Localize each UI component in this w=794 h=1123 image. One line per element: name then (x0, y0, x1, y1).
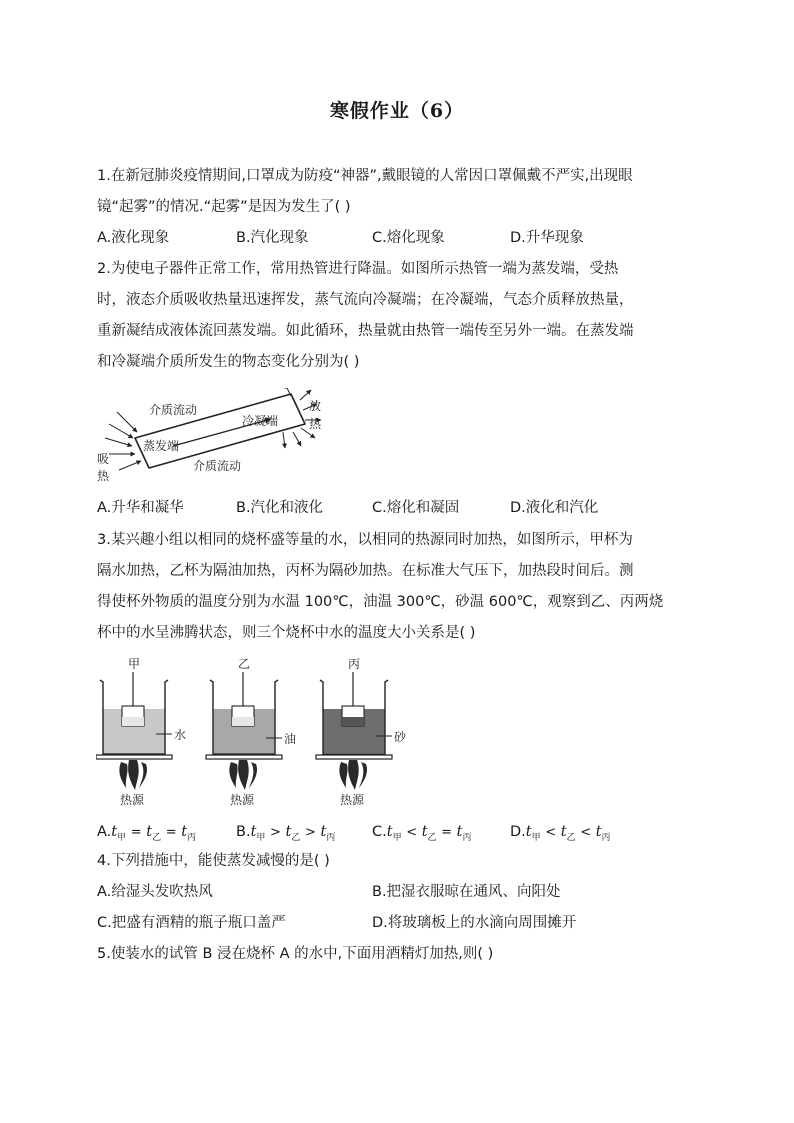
beaker-bing-label: 丙 (348, 657, 361, 671)
q4-option-c: C.把盛有酒精的瓶子瓶口盖严 (97, 915, 286, 931)
evaporator-label: 蒸发端 (143, 439, 180, 453)
page-title: 寒假作业（6） (329, 100, 465, 122)
beaker-bing (316, 657, 407, 807)
q2-option-a: A.升华和凝华 (97, 500, 184, 516)
q1-option-b: B.汽化现象 (236, 230, 309, 246)
beaker-yi (206, 657, 296, 807)
q3-line-1: 3.某兴趣小组以相同的烧杯盛等量的水，以相同的热源同时加热，如图所示，甲杯为 (97, 532, 633, 548)
beakers-diagram (96, 654, 426, 809)
beaker-jia-label: 甲 (128, 657, 141, 671)
q2-option-c: C.熔化和凝固 (372, 500, 460, 516)
beaker-jia-source: 热源 (120, 793, 145, 807)
q1-option-c: C.熔化现象 (372, 230, 445, 246)
q3-line-3: 得使杯外物质的温度分别为水温 100℃，油温 300℃，砂温 600℃，观察到乙、丙两烧 (97, 594, 664, 610)
q1-option-d: D.升华现象 (510, 230, 584, 246)
beaker-yi-label: 乙 (238, 657, 251, 671)
q4-option-a: A.给湿头发吹热风 (97, 884, 213, 900)
q2-line-1: 2.为使电子器件正常工作，常用热管进行降温。如图所示热管一端为蒸发端，受热 (97, 261, 619, 277)
absorb-label-1: 吸 (97, 452, 110, 466)
q2-line-3: 重新凝结成液体流回蒸发端。如此循环，热量就由热管一端传至另外一端。在蒸发端 (97, 323, 634, 339)
absorb-label-2: 热 (97, 469, 110, 483)
beaker-bing-source: 热源 (340, 793, 365, 807)
beaker-yi-medium: 油 (284, 732, 297, 746)
q2-line-4: 和冷凝端介质所发生的物态变化分别为( ) (97, 354, 360, 370)
beaker-yi-source: 热源 (230, 793, 255, 807)
q1-option-a: A.液化现象 (97, 230, 170, 246)
beaker-jia (96, 657, 186, 807)
q2-option-d: D.液化和汽化 (510, 500, 599, 516)
q3-option-b: $B.t_甲 > t_乙 > t_丙$ (236, 824, 336, 843)
q3-option-c: $C.t_甲 < t_乙 = t_丙$ (372, 824, 472, 843)
q1-line-2: 镜“起雾”的情况.“起雾”是因为发生了( ) (97, 199, 351, 215)
q3-option-d: $D.t_甲 < t_乙 < t_丙$ (510, 824, 611, 843)
condenser-label: 冷凝端 (242, 414, 279, 428)
q2-option-b: B.汽化和液化 (236, 500, 324, 516)
bottom-flow-label: 介质流动 (193, 459, 242, 473)
release-label-2: 热 (309, 417, 322, 431)
q5-line-1: 5.使装水的试管 B 浸在烧杯 A 的水中,下面用酒精灯加热,则( ) (97, 946, 494, 962)
q3-option-a: $A.t_甲 = t_乙 = t_丙$ (97, 824, 197, 843)
q3-line-4: 杯中的水呈沸腾状态，则三个烧杯中水的温度大小关系是( ) (97, 625, 476, 641)
q3-line-2: 隔水加热，乙杯为隔油加热，丙杯为隔砂加热。在标准大气压下，加热段时间后。测 (97, 563, 634, 579)
q1-line-1: 1.在新冠肺炎疫情期间,口罩成为防疫“神器”,戴眼镜的人常因口罩佩戴不严实,出现眼 (97, 168, 633, 184)
heat-pipe-diagram (95, 388, 335, 488)
flame-icon (339, 762, 347, 788)
release-label-1: 放 (309, 399, 322, 413)
beaker-bing-medium: 砂 (394, 730, 407, 744)
beaker-jia-medium: 水 (174, 728, 187, 742)
flame-icon (229, 762, 237, 788)
q4-line-1: 4.下列措施中，能使蒸发减慢的是( ) (97, 853, 330, 869)
q4-option-b: B.把湿衣服晾在通风、向阳处 (372, 884, 561, 900)
q4-option-d: D.将玻璃板上的水滴向周围摊开 (372, 915, 577, 931)
flame-icon (119, 762, 127, 788)
top-flow-label: 介质流动 (149, 403, 198, 417)
q2-line-2: 时，液态介质吸收热量迅速挥发，蒸气流向冷凝端；在冷凝端，气态介质释放热量， (97, 292, 634, 308)
